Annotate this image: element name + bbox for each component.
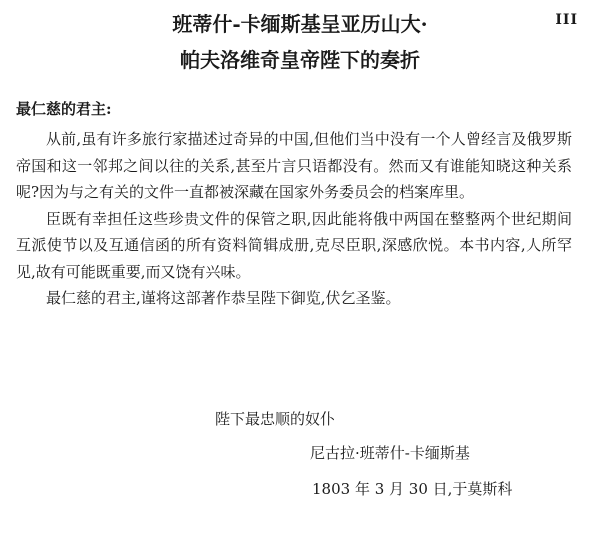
signoff: 陛下最忠顺的奴仆 [215,410,336,428]
salutation: 最仁慈的君主: [16,100,112,118]
signer-name: 尼古拉·班蒂什-卡缅斯基 [310,444,470,462]
title-line-1: 班蒂什-卡缅斯基呈亚历山大· [172,12,428,36]
page-number: III [555,12,578,28]
memorial-body [16,126,572,312]
paragraph-2: 臣既有幸担任这些珍贵文件的保管之职,因此能将俄中两国在整整两个世纪期间互派使节以及互通信函的所有资料简辑成册,克尽臣职,深感欣悦。本书内容,人所罕见,故有可能既重要,而又饶有兴味。 [16,209,572,281]
date-place: 1803 年 3 月 30 日,于莫斯科 [312,480,513,498]
paragraph-1: 从前,虽有许多旅行家描述过奇异的中国,但他们当中没有一个人曾经言及俄罗斯帝国和这一邻邦之间以往的关系,甚至片言只语都没有。然而又有谁能知晓这种关系呢?因为与之有关的文件一直都被深藏在国家外务委员会的档案库里。 [16,130,572,201]
paragraph-3: 最仁慈的君主,谨将这部著作恭呈陛下御览,伏乞圣鉴。 [46,289,401,307]
title-line-2: 帕夫洛维奇皇帝陛下的奏折 [180,48,420,72]
document-title [0,6,600,78]
